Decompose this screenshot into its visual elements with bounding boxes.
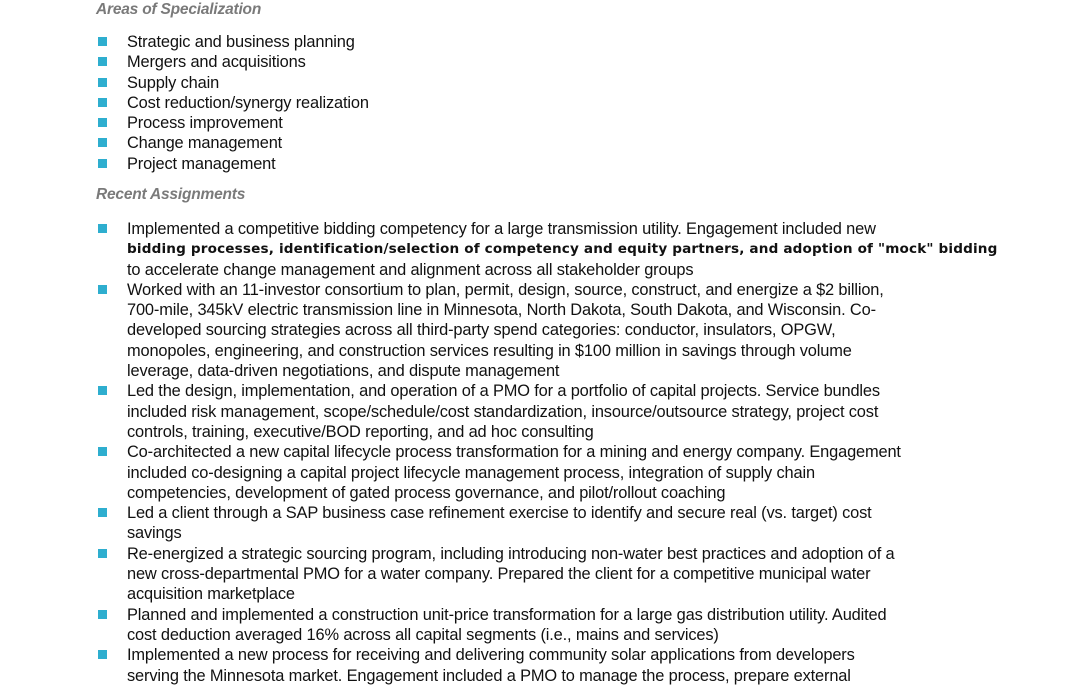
areas-of-specialization-heading: Areas of Specialization [96,1,262,18]
assignment-item: Planned and implemented a construction unit-price transformation for a large gas distribution utility. Audited cost deduction averaged 16% across all capital segments (i.e., mains and services) [96,605,996,646]
square-bullet-icon [98,610,107,619]
specialization-item: Strategic and business planning [96,32,996,52]
assignment-item: Led the design, implementation, and operation of a PMO for a portfolio of capital projects. Service bundles included risk management, scope/schedule/cost standardization, insource/outsource strategy, project cost controls, training, executive/BOD reporting, and ad hoc consulting [96,381,996,442]
square-bullet-icon [98,57,107,66]
square-bullet-icon [98,549,107,558]
square-bullet-icon [98,508,107,517]
square-bullet-icon [98,159,107,168]
specialization-item: Mergers and acquisitions [96,52,996,72]
assignment-item: Led a client through a SAP business case refinement exercise to identify and secure real (vs. target) cost savings [96,503,996,544]
specialization-item: Process improvement [96,113,996,133]
square-bullet-icon [98,98,107,107]
assignment-item: Re-energized a strategic sourcing program, including introducing non-water best practices and adoption of a new cross-departmental PMO for a water company. Prepared the client for a competitive municipal water acquisition marketplace [96,544,996,605]
assignment-item: Implemented a competitive bidding competency for a large transmission utility. Engagement included new bidding processes, identification/selection of competency and equity partners, and adoption of "mock" bidding to accelerate change management and alignment across all stakeholder groups [96,219,996,280]
square-bullet-icon [98,285,107,294]
specialization-item: Change management [96,133,996,153]
recent-assignments-heading: Recent Assignments [96,186,246,203]
specialization-item: Cost reduction/synergy realization [96,93,996,113]
square-bullet-icon [98,118,107,127]
square-bullet-icon [98,78,107,87]
assignment-item: Worked with an 11-investor consortium to plan, permit, design, source, construct, and energize a $2 billion, 700-mile, 345kV electric transmission line in Minnesota, North Dakota, South Dakota, and Wisconsin. Co- developed sourcing strategies across all third-party spend categories: conductor, insulators, OPGW, monopoles, engineering, and construction services resulting in $100 million in savings through volume leverage, data-driven negotiations, and dispute management [96,280,996,381]
assignments-list [96,219,996,686]
specialization-item: Supply chain [96,73,996,93]
square-bullet-icon [98,650,107,659]
assignment-item: Implemented a new process for receiving and delivering community solar applications from developers serving the Minnesota market. Engagement included a PMO to manage the process, prepare external [96,645,996,686]
square-bullet-icon [98,224,107,233]
specialization-list [96,32,996,174]
square-bullet-icon [98,447,107,456]
square-bullet-icon [98,386,107,395]
square-bullet-icon [98,138,107,147]
assignment-item: Co-architected a new capital lifecycle process transformation for a mining and energy company. Engagement included co-designing a capital project lifecycle management process, integration of supply chain competencies, development of gated process governance, and pilot/rollout coaching [96,442,996,503]
specialization-item: Project management [96,154,996,174]
square-bullet-icon [98,37,107,46]
